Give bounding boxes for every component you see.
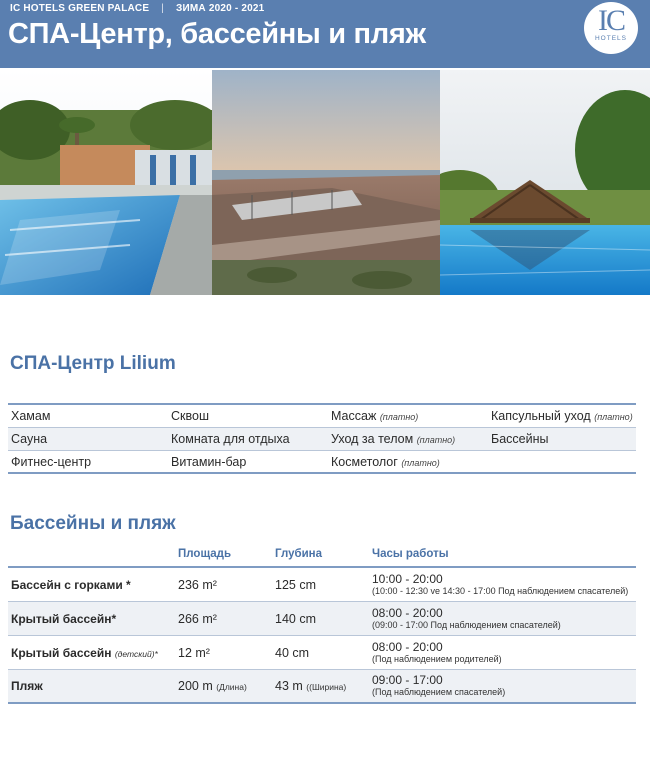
amenity-name: Уход за телом	[331, 432, 414, 446]
pool-hours	[372, 573, 636, 597]
pool-hours-main: 09:00 - 17:00	[372, 673, 443, 687]
header-hours: Часы работы	[372, 548, 449, 560]
photo-outdoor-pool	[0, 70, 212, 295]
amenity-cell	[168, 432, 328, 446]
amenity-note: (платно)	[401, 457, 440, 468]
hotel-logo	[584, 2, 638, 54]
pool-name-text: Пляж	[11, 679, 43, 693]
amenity-name: Витамин-бар	[171, 454, 247, 469]
pool-hours-note: (Под наблюдением спасателей)	[372, 687, 506, 697]
table-row	[8, 602, 636, 636]
pool-name-note: (детский)*	[114, 648, 158, 659]
pool-name	[8, 679, 178, 693]
pool-hours-main: 10:00 - 20:00	[372, 571, 443, 586]
pool-name-text: Крытый бассейн*	[11, 611, 117, 626]
amenity-note: (платно)	[416, 435, 456, 445]
pool-hours	[372, 641, 636, 665]
table-row	[8, 670, 636, 704]
pool-depth-value: 40 cm	[275, 645, 310, 660]
logo-mark: IC	[598, 4, 624, 37]
pool-depth-value: 43 m	[275, 679, 303, 693]
pool-name-text: Крытый бассейн	[11, 645, 112, 660]
amenity-cell	[488, 409, 636, 423]
amenity-name: Бассейны	[491, 432, 549, 446]
amenity-name: Сквош	[171, 409, 209, 423]
amenity-cell	[328, 455, 488, 469]
logo-subtext: HOTELS	[594, 35, 627, 42]
photo-beach	[212, 70, 440, 295]
table-row	[8, 568, 636, 602]
pool-name	[8, 612, 178, 626]
pool-area-value: 12 m²	[178, 645, 210, 660]
amenity-cell	[328, 409, 488, 423]
amenity-cell	[8, 432, 168, 446]
pools-table-header	[8, 543, 636, 565]
table-row	[8, 428, 636, 451]
amenity-cell	[8, 409, 168, 423]
amenity-name: Комната для отдыха	[171, 432, 290, 446]
amenity-note: (платно)	[594, 412, 633, 422]
spa-amenities-table	[8, 403, 636, 474]
table-row	[8, 636, 636, 670]
pool-depth-note: ((Ширина)	[306, 682, 347, 692]
header-depth: Глубина	[275, 548, 323, 560]
brand-name: IC HOTELS GREEN PALACE	[10, 3, 150, 14]
pool-area-value: 266 m²	[178, 611, 217, 626]
pool-hours-note: (09:00 - 17:00 Под наблюдением спасателей)	[372, 619, 561, 630]
table-row	[8, 451, 636, 474]
pool-depth	[275, 612, 372, 626]
pool-name	[8, 578, 178, 592]
pool-hours-note: (10:00 - 12:30 ve 14:30 - 17:00 Под наблюдением спасателей)	[372, 585, 629, 596]
pool-area	[178, 646, 275, 660]
amenity-note: (платно)	[379, 412, 419, 422]
pools-table	[8, 566, 636, 704]
pool-depth	[275, 646, 372, 660]
pool-hours-main: 08:00 - 20:00	[372, 639, 443, 654]
amenity-cell	[488, 432, 636, 446]
season-label: ЗИМА 2020 - 2021	[176, 3, 265, 14]
pool-depth	[275, 679, 372, 693]
pool-area-value: 200 m	[178, 679, 213, 693]
pool-depth-value: 125 cm	[275, 577, 316, 592]
pool-depth-value: 140 cm	[275, 611, 316, 626]
pool-area-value: 236 m²	[178, 577, 217, 592]
pools-section-title: Бассейны и пляж	[10, 513, 176, 534]
pool-area	[178, 679, 275, 693]
amenity-name: Хамам	[11, 409, 51, 423]
pool-name-text: Бассейн с горками *	[11, 577, 131, 592]
amenity-name: Косметолог	[331, 454, 398, 469]
pool-name	[8, 646, 178, 660]
brand-line	[10, 3, 264, 14]
photo-strip	[0, 70, 650, 295]
spa-section-title: СПА-Центр Lilium	[10, 353, 176, 374]
amenity-cell	[168, 409, 328, 423]
pool-depth	[275, 578, 372, 592]
amenity-name: Сауна	[11, 432, 48, 446]
pool-hours-note: (Под наблюдением родителей)	[372, 653, 502, 664]
amenity-name: Фитнес-центр	[11, 454, 92, 469]
pool-area	[178, 612, 275, 626]
pool-area	[178, 578, 275, 592]
page-title: СПА-Центр, бассейны и пляж	[8, 18, 426, 50]
brand-separator: |	[161, 3, 165, 14]
amenity-cell	[328, 432, 488, 446]
photo-pool-bridge	[440, 70, 650, 295]
amenity-name: Массаж	[331, 409, 377, 423]
pool-hours	[372, 607, 636, 631]
amenity-cell	[168, 455, 328, 469]
amenity-name: Капсульный уход	[491, 409, 591, 423]
header-area: Площадь	[178, 548, 232, 560]
header-banner	[0, 0, 650, 68]
pool-hours	[372, 674, 636, 698]
table-row	[8, 405, 636, 428]
pool-area-note: (Длина)	[216, 682, 247, 692]
amenity-cell	[8, 455, 168, 469]
pool-hours-main: 08:00 - 20:00	[372, 605, 443, 620]
